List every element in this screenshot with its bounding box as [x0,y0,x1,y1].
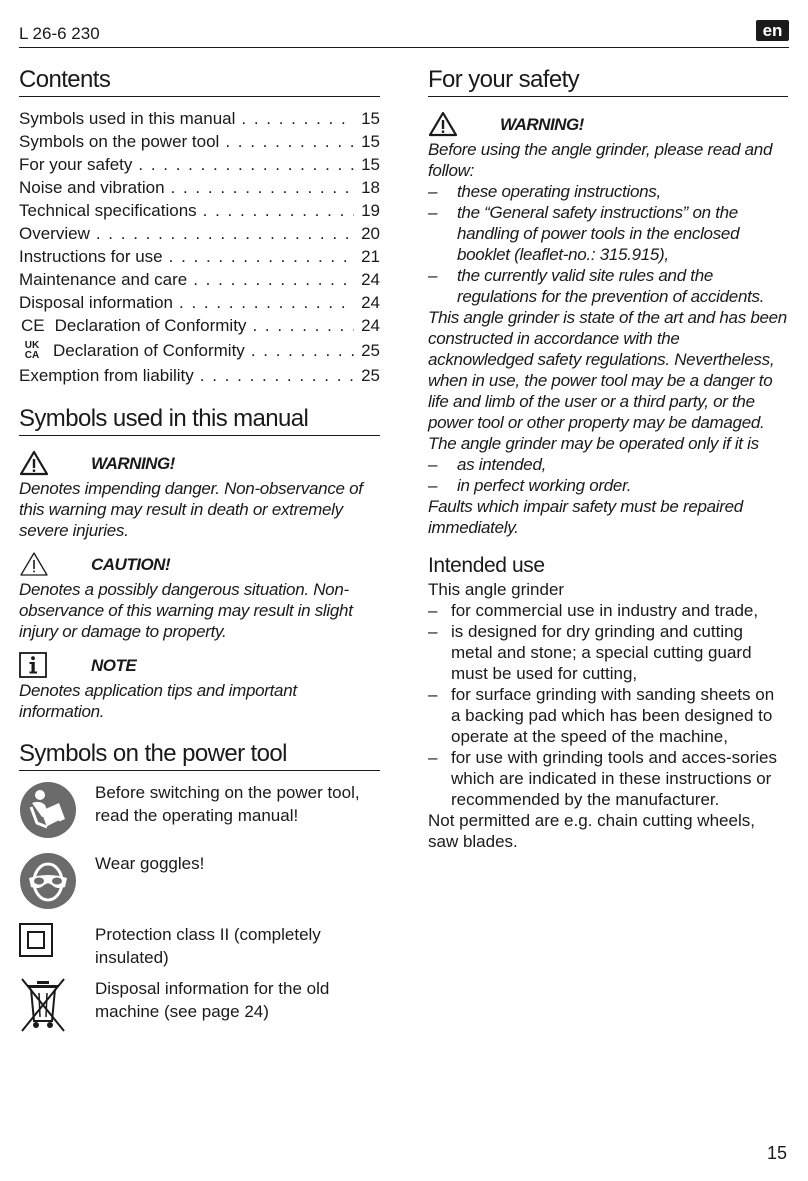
toc-page: 24 [361,293,380,312]
list-item: – is designed for dry grinding and cutting metal and stone; a special cutting guard must be used for cutting, [428,622,752,683]
list-item: – these operating instructions, [428,182,661,201]
crossed-bin-icon [19,977,67,1033]
ce-mark-icon: CE [21,316,45,335]
safety-title: For your safety [428,66,788,97]
symbol-item [19,852,380,915]
toc-item[interactable] [19,222,380,245]
toc-page: 25 [361,366,380,385]
toc-label: Instructions for use [19,247,163,266]
toc-label: Noise and vibration [19,178,165,197]
toc-leader [138,153,354,176]
toc-item[interactable] [19,337,380,364]
list-item: – in perfect working order. [428,476,632,495]
intended-use-list [428,600,788,810]
toc-leader [96,222,354,245]
warning-word: WARNING! [500,114,584,134]
header-divider [19,47,789,48]
safety-faults: Faults which impair safety must be repaired immediately. [428,497,743,537]
list-item: – as intended, [428,455,547,474]
toc-item[interactable] [19,314,380,337]
toc-page: 15 [361,109,380,128]
symbol-text: Protection class II (completely insulated) [95,925,321,967]
toc-page: 15 [361,132,380,151]
symbol-item [19,977,380,1038]
warning-word: WARNING! [91,453,175,473]
list-item: – for surface grinding with sanding sheets on a backing pad which has been designed to operate at the speed of the machine, [428,685,775,746]
safety-warning-block [428,111,788,538]
language-badge: en [756,20,789,41]
page-number: 15 [767,1143,788,1163]
toc-item[interactable] [19,245,380,268]
conditions-list [428,454,788,496]
info-icon [19,652,49,678]
ukca-mark-icon: UK CA [24,339,40,361]
toc-leader [179,291,354,314]
toc-leader [200,364,354,387]
toc-page: 24 [361,270,380,289]
read-manual-icon [19,781,77,839]
safety-intro: Before using the angle grinder, please read and follow: [428,140,773,180]
toc-label: Declaration of Conformity [54,316,247,335]
model-number: L 26-6 230 [19,24,100,43]
toc-leader [241,107,354,130]
not-permitted-text: Not permitted are e.g. chain cutting wheels, saw blades. [428,811,755,851]
toc-item[interactable] [19,291,380,314]
toc-label: Disposal information [19,293,174,312]
list-item: – the “General safety instructions” on the handling of power tools in the enclosed booklet (leaflet-no.: 315.915), [428,203,740,264]
symbol-item [19,781,380,844]
goggles-icon [19,852,77,910]
toc-leader [251,337,354,364]
left-column [19,66,380,1046]
toc-item[interactable] [19,199,380,222]
toc-page: 20 [361,224,380,243]
caution-text: Denotes a possibly dangerous situation. Non-observance of this warning may result in slight injury or damage to property. [19,580,353,641]
intended-use-title: Intended use [428,554,545,577]
toc-item[interactable] [19,153,380,176]
toc-page: 18 [361,178,380,197]
warning-text: Denotes impending danger. Non-observance of this warning may result in death or extremely severe injuries. [19,479,363,540]
toc-label: Declaration of Conformity [53,341,245,360]
caution-word: CAUTION! [91,554,171,574]
toc-label: Technical specifications [19,201,197,220]
right-column [428,66,788,852]
intended-use-intro: This angle grinder [428,580,565,599]
toc-label: Overview [19,224,90,243]
symbol-text: Before switching on the power tool, read the operating manual! [95,783,360,825]
caution-block [19,551,380,642]
intended-use-block [428,579,788,852]
symbol-item [19,923,380,969]
toc-label: Maintenance and care [19,270,188,289]
toc-label: For your safety [19,155,133,174]
warning-triangle-icon [19,450,49,476]
toc-label: Exemption from liability [19,366,194,385]
contents-title: Contents [19,66,380,97]
toc-item[interactable] [19,364,380,387]
protection-class-ii-icon [19,923,53,957]
toc-leader [171,176,354,199]
toc-leader [169,245,354,268]
toc-item[interactable] [19,107,380,130]
table-of-contents [19,107,380,387]
symbols-manual-title: Symbols used in this manual [19,405,380,436]
toc-label: Symbols used in this manual [19,109,236,128]
toc-label: Symbols on the power tool [19,132,220,151]
note-word: NOTE [91,655,137,675]
toc-page: 25 [361,341,380,360]
toc-item[interactable] [19,130,380,153]
toc-leader [203,199,354,222]
toc-item[interactable] [19,268,380,291]
note-text: Denotes application tips and important information. [19,681,297,721]
list-item: – for commercial use in industry and trade, [428,601,759,620]
list-item: – for use with grinding tools and acces-sories which are indicated in these instructions or recommended by the manufacturer. [428,748,777,809]
note-block [19,652,380,722]
toc-page: 19 [361,201,380,220]
toc-page: 24 [361,316,380,335]
toc-page: 21 [361,247,380,266]
toc-leader [193,268,354,291]
caution-triangle-icon [19,551,49,577]
warning-block [19,450,380,541]
toc-page: 15 [361,155,380,174]
toc-item[interactable] [19,176,380,199]
toc-leader [252,314,354,337]
list-item: – the currently valid site rules and the regulations for the prevention of accidents. [428,266,765,306]
symbol-text: Wear goggles! [95,854,205,873]
symbol-text: Disposal information for the old machine (see page 24) [95,979,330,1021]
toc-leader [225,130,354,153]
warning-triangle-icon [428,111,458,137]
follow-list [428,181,788,307]
safety-body: This angle grinder is state of the art and has been constructed in accordance with the acknowledged safety regulations. Nevertheless, when in use, the power tool may be a danger to life and limb of the user or a third party, or the power tool or other property may be damaged. The angle grinder may be operated only if it is [428,308,787,453]
symbols-tool-title: Symbols on the power tool [19,740,380,771]
